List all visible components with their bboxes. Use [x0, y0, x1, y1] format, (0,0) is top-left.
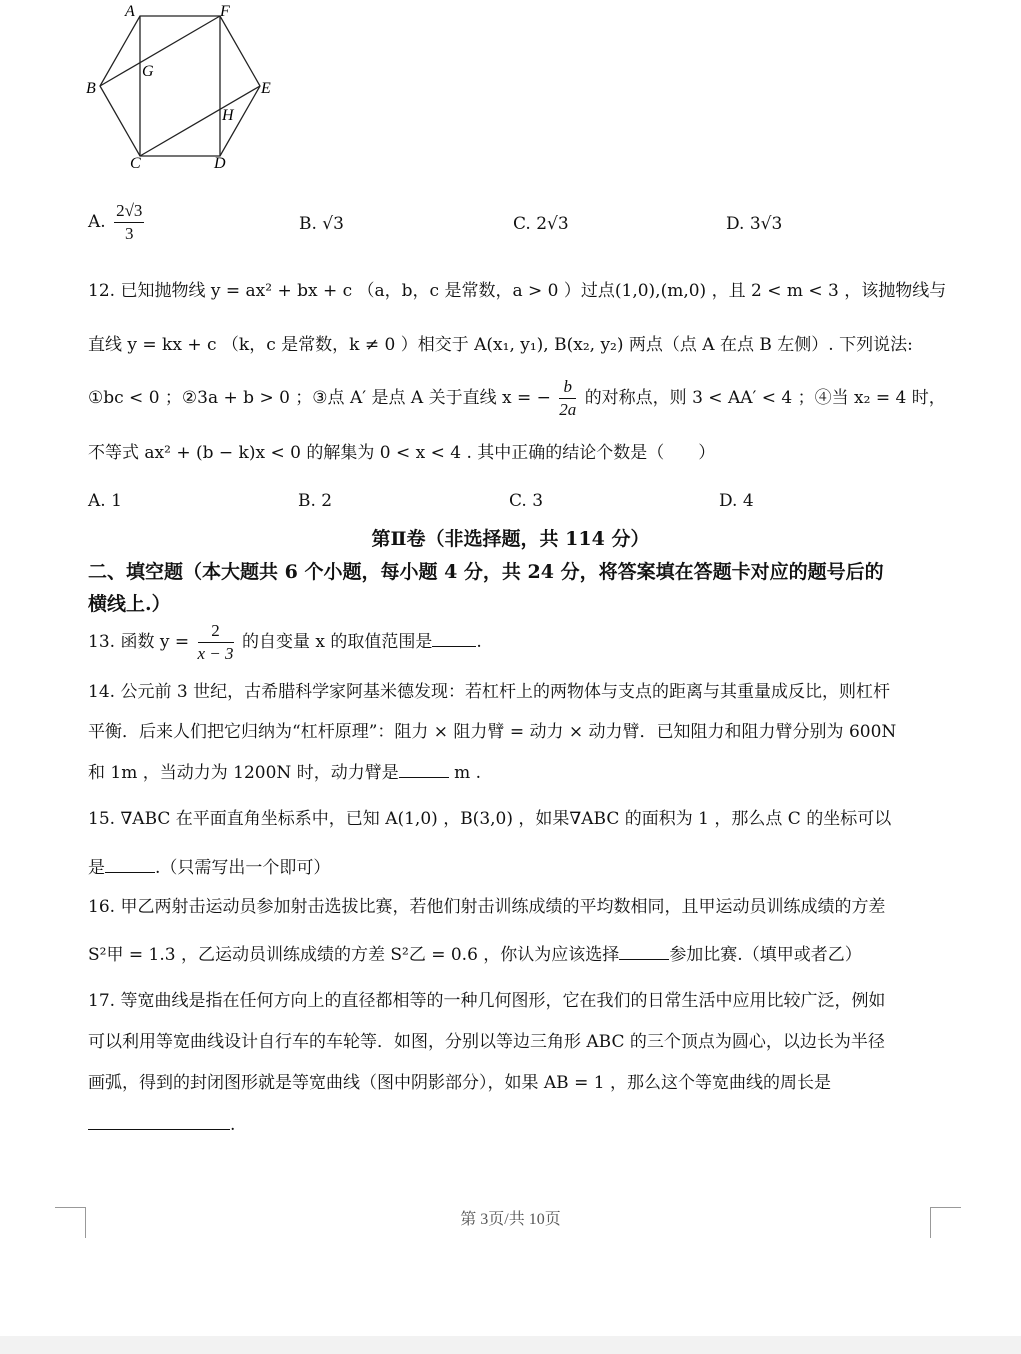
q14-line-3-text: 和 1m ，当动力为 1200N 时，动力臂是: [88, 763, 399, 783]
section-heading-line-2: 横线上.）: [88, 593, 171, 615]
q15-line-1: 15. ∇ABC 在平面直角坐标系中，已知 A(1,0) ，B(3,0) ，如果∇ABC 的面积为 1 ，那么点 C 的坐标可以: [88, 809, 892, 829]
label-a: A: [125, 3, 135, 20]
q16-line-2-suffix: 参加比赛.（填甲或者乙）: [669, 945, 862, 965]
q16-line-2: [88, 943, 862, 966]
q12-line-1: 12. 已知抛物线 y = ax² + bx + c （a，b，c 是常数，a > 0 ）过点(1,0),(m,0) ，且 2 < m < 3 ，该抛物线与: [88, 281, 947, 301]
q14-line-2: 平衡．后来人们把它归纳为“杠杆原理”：阻力 × 阻力臂 = 动力 × 动力臂．已知阻力和阻力臂分别为 600N: [88, 722, 897, 742]
q13-end: .: [476, 632, 482, 652]
q12-option-c: C. 3: [509, 491, 544, 511]
label-d: D: [214, 155, 226, 172]
q15-line-2: [88, 856, 330, 879]
q11-option-a: [88, 200, 147, 245]
q12-option-b: B. 2: [298, 491, 333, 511]
corner-mark-left: [55, 1207, 86, 1238]
q12-fraction-denominator: 2a: [559, 400, 577, 419]
q17-answer-blank[interactable]: [88, 1113, 230, 1130]
q17-end: .: [230, 1115, 236, 1135]
page-footer: 第 3页/共 10页: [460, 1211, 561, 1228]
q14-line-3: [88, 761, 481, 784]
q13-answer-blank[interactable]: [432, 630, 476, 647]
q13-prefix: 13. 函数 y =: [88, 632, 190, 652]
q11-option-a-denominator: 3: [125, 224, 134, 243]
q12-line-3: [88, 376, 946, 421]
q17-line-1: 17. 等宽曲线是指在任何方向上的直径都相等的一种几何图形，它在我们的日常生活中应用比较广泛，例如: [88, 991, 886, 1011]
q12-line-2: 直线 y = kx + c （k，c 是常数，k ≠ 0 ）相交于 A(x₁, y₁), B(x₂, y₂) 两点（点 A 在点 B 左侧）. 下列说法:: [88, 335, 913, 355]
corner-mark-right: [930, 1207, 961, 1238]
q12-option-d: D. 4: [719, 491, 754, 511]
q13-denominator: x − 3: [197, 644, 234, 663]
q13-numerator: 2: [198, 620, 234, 643]
q15-answer-blank[interactable]: [105, 856, 155, 873]
hexagon-figure: [80, 0, 280, 180]
q17-line-4: [88, 1113, 235, 1136]
q17-line-3: 画弧，得到的封闭图形就是等宽曲线（图中阴影部分），如果 AB = 1 ，那么这个等宽曲线的周长是: [88, 1073, 831, 1093]
q14-answer-blank[interactable]: [399, 761, 449, 778]
q15-line-2-suffix: .（只需写出一个即可）: [155, 858, 331, 878]
label-b: B: [86, 80, 96, 97]
q16-answer-blank[interactable]: [619, 943, 669, 960]
q11-option-b: B. √3: [299, 214, 344, 234]
q11-option-d: D. 3√3: [726, 214, 783, 234]
q12-line-3-part-b: 的对称点，则 3 < AA′ < 4 ；④当 x₂ = 4 时，: [584, 388, 946, 408]
q16-line-2-text: S²甲 = 1.3 ，乙运动员训练成绩的方差 S²乙 = 0.6 ，你认为应该选择: [88, 945, 620, 965]
q14-line-1: 14. 公元前 3 世纪，古希腊科学家阿基米德发现：若杠杆上的两物体与支点的距离与其重量成反比，则杠杆: [88, 682, 891, 702]
q17-line-2: 可以利用等宽曲线设计自行车的车轮等．如图，分别以等边三角形 ABC 的三个顶点为圆心，以边长为半径: [88, 1032, 885, 1052]
q11-option-a-numerator: 2√3: [114, 200, 144, 223]
label-g: G: [142, 63, 154, 80]
q16-line-1: 16. 甲乙两射击运动员参加射击选拔比赛，若他们射击训练成绩的平均数相同，且甲运动员训练成绩的方差: [88, 897, 886, 917]
q14-unit: m .: [454, 763, 482, 783]
section-heading-line-1: 二、填空题（本大题共 6 个小题，每小题 4 分，共 24 分，将答案填在答题卡对应的题号后的: [88, 561, 884, 583]
label-h: H: [222, 107, 234, 124]
q12-fraction-numerator: b: [559, 376, 576, 399]
q12-option-a: A. 1: [88, 491, 122, 511]
q11-option-a-letter: A.: [88, 212, 106, 232]
q12-line-4: 不等式 ax² + (b − k)x < 0 的解集为 0 < x < 4 . 其中正确的结论个数是（ ）: [88, 443, 716, 463]
part-2-title: 第Ⅱ卷（非选择题，共 114 分）: [371, 528, 650, 550]
q13-suffix: 的自变量 x 的取值范围是: [241, 632, 433, 652]
label-f: F: [220, 3, 230, 20]
q11-option-c: C. 2√3: [513, 214, 569, 234]
label-c: C: [130, 155, 141, 172]
q13: [88, 620, 482, 665]
q12-line-3-part-a: ①bc < 0 ；②3a + b > 0 ；③点 A′ 是点 A 关于直线 x = −: [88, 388, 551, 408]
q15-line-2-prefix: 是: [88, 858, 105, 878]
label-e: E: [261, 80, 271, 97]
